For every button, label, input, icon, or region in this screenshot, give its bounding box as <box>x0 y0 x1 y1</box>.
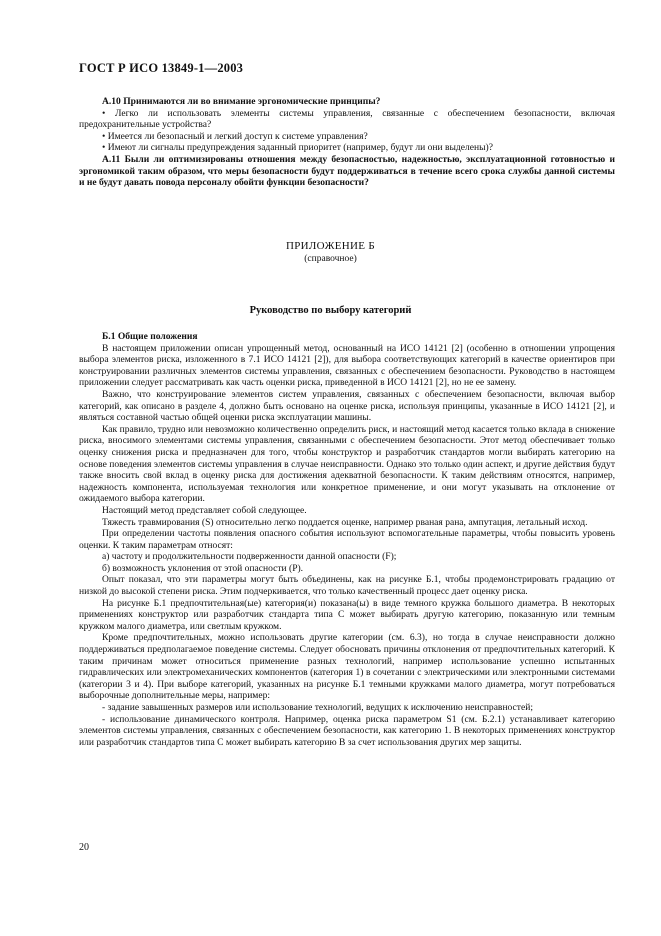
standard-header: ГОСТ Р ИСО 13849-1—2003 <box>79 61 244 75</box>
a10-bullet-2: • Имеется ли безопасный и легкий доступ к системе управления? <box>102 130 368 142</box>
page-number: 20 <box>79 842 89 853</box>
section-a10-heading: А.10 Принимаются ли во внимание эргономические принципы? <box>102 96 381 107</box>
guide-title: Руководство по выбору категорий <box>249 305 412 316</box>
b1-paragraph: Тяжесть травмирования (S) относительно легко поддается оценке, например рваная рана, ампутация, летальный исход. <box>102 516 588 528</box>
a10-bullet-3: • Имеют ли сигналы предупреждения заданный приоритет (например, будут ли они выделены)? <box>102 142 493 154</box>
section-a10 <box>79 96 615 189</box>
b1-paragraph: Опыт показал, что эти параметры могут быть объединены, как на рисунке Б.1, чтобы продемонстрировать градацию от низкой до высокой степени риска. Этим подчеркивается, что только качественный процесс дает оценку риска. <box>79 574 615 598</box>
b1-list-item: - задание завышенных размеров или использование технологий, ведущих к исключению неисправностей; <box>102 702 533 713</box>
b1-paragraph: Как правило, трудно или невозможно количественно определить риск, и настоящий метод касается только вклада в снижение риска, вносимого элементами системы управления, связанными с обеспечением безопасности. Этот метод обеспечивает только оценку снижения риска и предназначен для того, чтобы конструктор и разработчик стандартов могли выбирать категорию на основе поведения элементов системы управления в случае неисправности. Однако это только один аспект, и другие действия будут также вносить свой вклад в оценку риска для достижения адекватной безопасности. К таким действиям относятся, например, надежность компонента, используемая технология или конкретное применение, и они могут указывать на отклонение от ожидаемого выбора категории. <box>79 423 615 505</box>
b1-list-item: - использование динамического контроля. Например, оценка риска параметром S1 (см. Б.2.1) устанавливает категорию элементов системы управления, связанных с обеспечением безопасности, как категорию 1. В некоторых применениях конструктор или разработчик стандартов типа С может выбирать категорию В за счет использования других мер защиты. <box>79 713 615 748</box>
section-b1 <box>79 331 615 748</box>
b1-list-item: б) возможность уклонения от этой опасности (P). <box>102 562 304 574</box>
b1-list-item: а) частоту и продолжительности подверженности данной опасности (F); <box>102 551 397 563</box>
b1-paragraph: Важно, что конструирование элементов систем управления, связанных с обеспечением безопасности, включая выбор категорий, как описано в разделе 4, должно быть основано на оценке риска, используя принципы, указанные в ИСО 14121 [2], и являться составной частью общей оценки риска эксплуатации машины. <box>79 388 615 424</box>
appendix-subtitle: (справочное) <box>304 254 357 264</box>
b1-paragraph: Кроме предпочтительных, можно использовать другие категории (см. 6.3), но тогда в случае неисправности должно поддерживаться предполагаемое поведение системы. Следует обосновать причины отклонения от предпочтительных категорий. К таким причинам может относиться применение разных технологий, например использование успешно испытанных гидравлических или электромеханических компонентов (категория 1) в сочетании с электрическими или электронными системами (категории 3 и 4). При выборе категорий, указанных на рисунке Б.1 темными кружками малого диаметра, могут потребоваться выборочные дополнительные меры, например: <box>79 632 615 702</box>
a10-bullet-1: • Легко ли использовать элементы системы управления, связанные с обеспечением безопасности, включая предохранительные устройства? <box>79 107 615 131</box>
section-b1-heading: Б.1 Общие положения <box>102 331 198 342</box>
b1-paragraph: В настоящем приложении описан упрощенный метод, основанный на ИСО 14121 [2] (особенно в отношении упрощения выбора элементов риска, изложенного в 7.1 ИСО 14121 [2]), для выбора соответствующих категорий в качестве ориентиров при конструировании различных элементов системы управления, связанных с обеспечением безопасности. Руководство в настоящем приложении следует рассматривать как часть оценки риска, приведенной в ИСО 14121 [2], но не ее замену. <box>79 342 615 389</box>
b1-paragraph: При определении частоты появления опасного события используют вспомогательные параметры, чтобы повысить уровень оценки. К таким параметрам относят: <box>79 528 615 551</box>
appendix-title: ПРИЛОЖЕНИЕ Б <box>286 240 375 252</box>
section-a11-heading: А.11 Были ли оптимизированы отношения между безопасностью, надежностью, эксплуатационной готовностью и эргономикой таким образом, что меры безопасности будут поддерживаться в течение всего срока службы данной системы и не будут давать повода персоналу обойти функции безопасности? <box>79 153 615 189</box>
b1-paragraph: Настоящий метод представляет собой следующее. <box>102 504 307 516</box>
b1-paragraph: На рисунке Б.1 предпочтительная(ые) категория(и) показана(ы) в виде темного кружка большого диаметра. В некоторых применениях конструктор или разработчик стандарта типа С может выбирать другую категорию, показанную или темным кружком малого диаметра, или светлым кружком. <box>79 597 615 632</box>
